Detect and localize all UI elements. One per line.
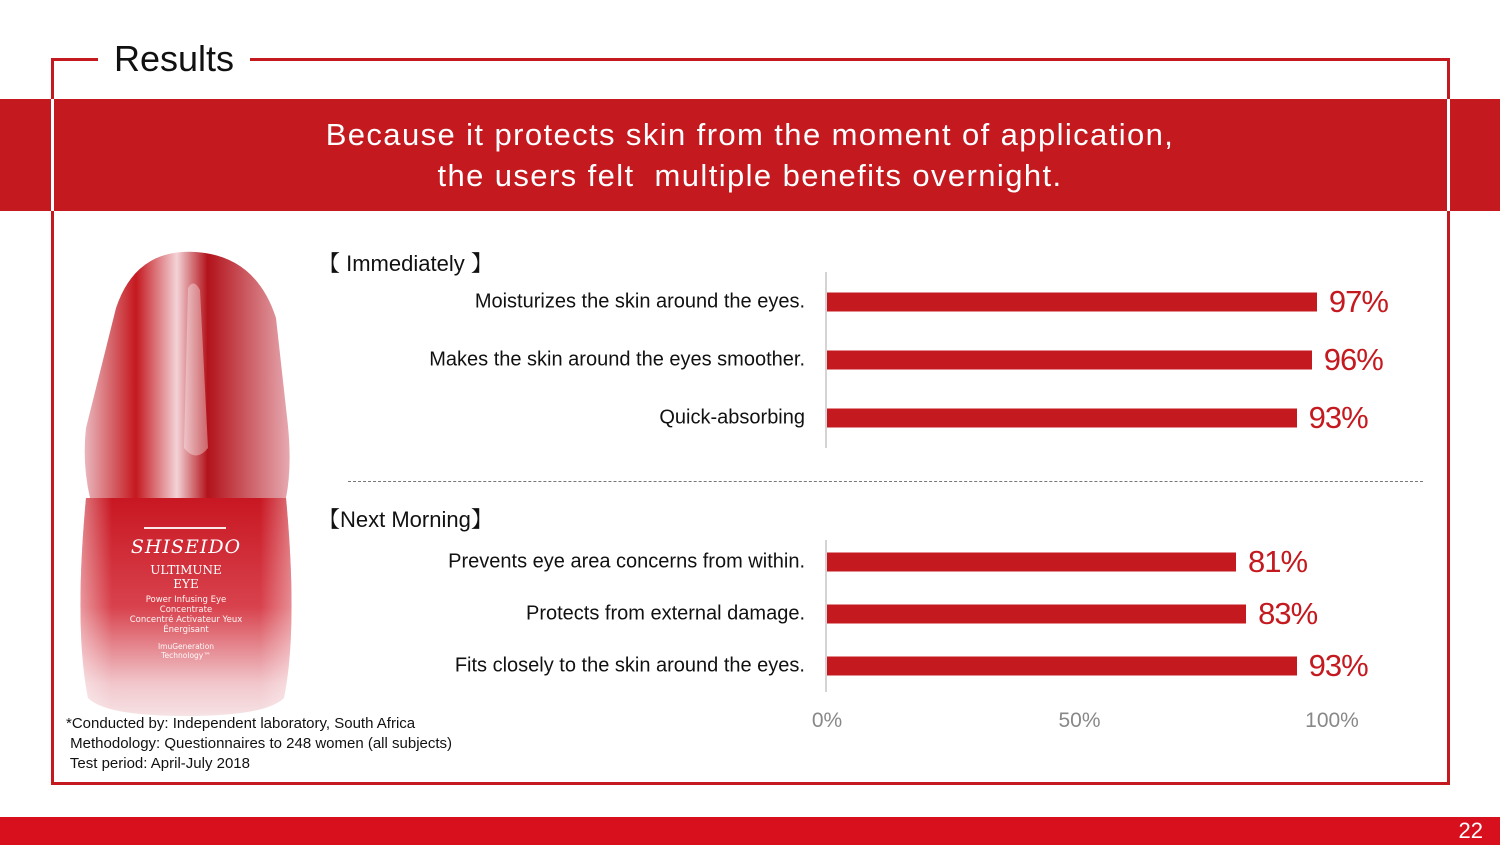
footnote-line-2: Methodology: Questionnaires to 248 women (all subjects) (66, 735, 453, 752)
bar-label: Prevents eye area concerns from within. (448, 550, 805, 573)
product-desc-line-1: Power Infusing Eye (145, 595, 227, 605)
x-tick-label: 100% (1305, 709, 1359, 732)
methodology-footnote (66, 714, 452, 774)
headline-line-1: Because it protects skin from the moment of application, (325, 117, 1175, 152)
bar-value-label: 81% (1248, 544, 1308, 579)
group-label-immediately: 【 Immediately 】 (318, 251, 493, 276)
bar-value-label: 83% (1258, 596, 1318, 631)
footnote-line-3: Test period: April-July 2018 (66, 755, 250, 772)
bar (827, 351, 1312, 370)
x-tick-label: 0% (811, 709, 843, 732)
bar-label: Fits closely to the skin around the eyes. (454, 654, 805, 677)
product-name-line-2: EYE (173, 577, 199, 591)
product-bottle-image (76, 248, 296, 716)
bar (827, 605, 1246, 624)
headline-line-2: the users felt multiple benefits overnight. (437, 158, 1063, 193)
footnote-line-1: *Conducted by: Independent laboratory, South Africa (66, 715, 416, 732)
bar-value-label: 93% (1308, 648, 1368, 683)
section-title: Results (98, 38, 250, 80)
product-name-line-1: ULTIMUNE (150, 563, 222, 577)
bar-value-label: 93% (1308, 400, 1368, 435)
product-desc-line-3: Concentré Activateur Yeux (129, 615, 243, 625)
product-brand-text: SHISEIDO (130, 536, 242, 558)
bar (827, 293, 1317, 312)
product-desc-line-4: Énergisant (163, 625, 209, 635)
product-desc-line-2: Concentrate (159, 605, 213, 615)
bar (827, 657, 1297, 676)
group-label-next-morning: 【Next Morning】 (318, 507, 493, 532)
x-tick-label: 50% (1058, 709, 1101, 732)
bar-label: Moisturizes the skin around the eyes. (474, 290, 805, 313)
bar (827, 409, 1297, 428)
group-divider (348, 481, 1423, 482)
product-tech-line-1: ImuGeneration (157, 642, 215, 651)
headline (0, 114, 1500, 196)
bar (827, 553, 1236, 572)
bar-label: Protects from external damage. (525, 602, 805, 625)
product-tech-line-2: Technology™ (161, 651, 211, 660)
footer-bar (0, 817, 1500, 845)
page-number: 22 (1458, 818, 1483, 843)
bar-value-label: 97% (1328, 284, 1388, 319)
bar-label: Makes the skin around the eyes smoother. (429, 348, 805, 371)
bar-label: Quick-absorbing (659, 406, 805, 429)
bar-value-label: 96% (1323, 342, 1383, 377)
